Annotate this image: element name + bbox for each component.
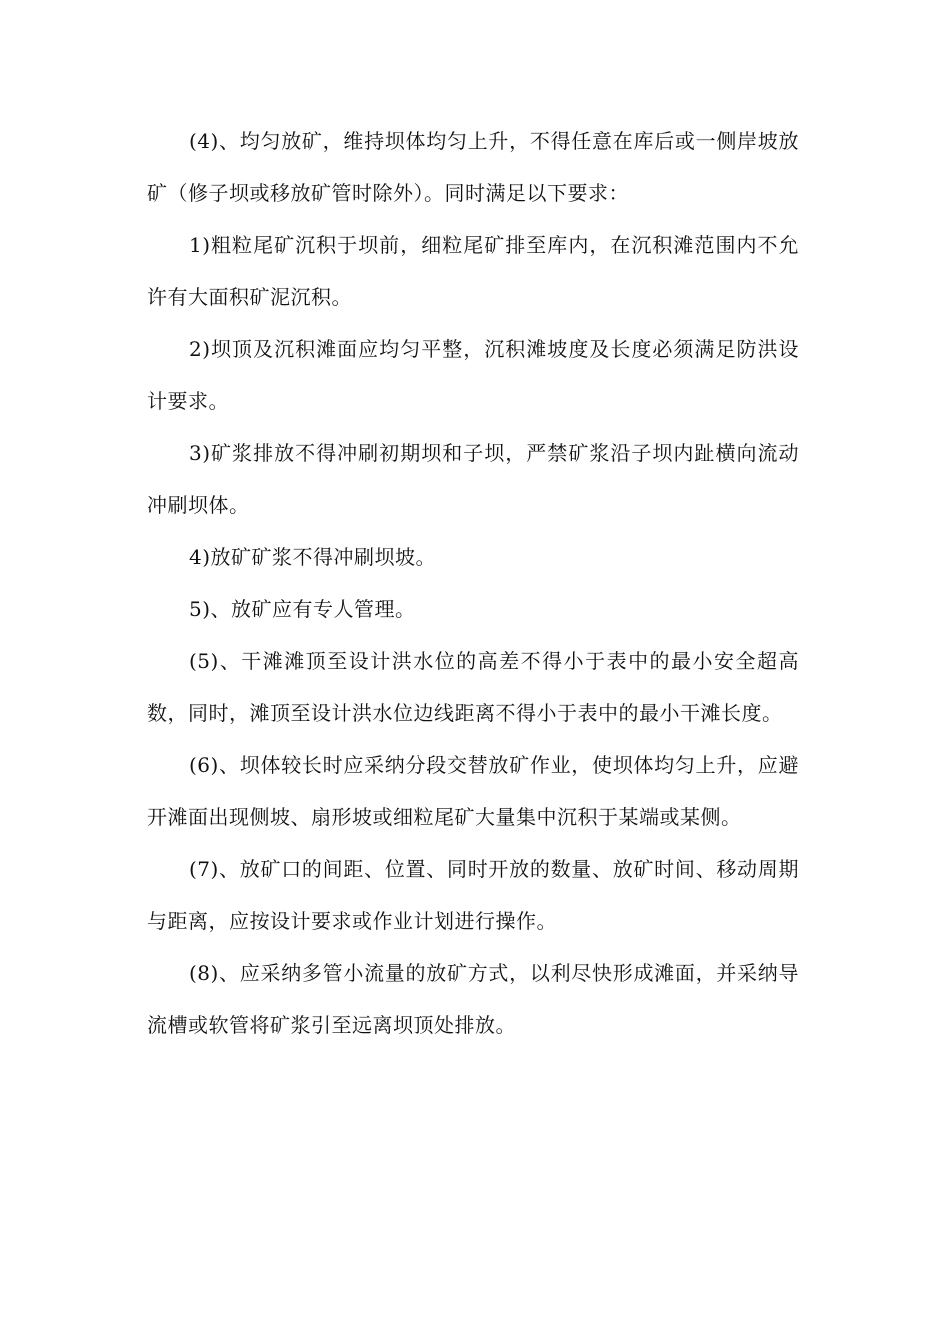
paragraph-5: (5)、干滩滩顶至设计洪水位的高差不得小于表中的最小安全超高数，同时，滩顶至设计洪水位边线距离不得小于表中的最小干滩长度。 — [147, 649, 799, 725]
paragraph-8: (8)、应采纳多管小流量的放矿方式，以利尽快形成滩面，并采纳导流槽或软管将矿浆引至远离坝顶处排放。 — [147, 961, 799, 1037]
paragraph-4-4: 4)放矿矿浆不得冲刷坝坡。 — [189, 545, 437, 569]
paragraph-7: (7)、放矿口的间距、位置、同时开放的数量、放矿时间、移动周期与距离，应按设计要求或作业计划进行操作。 — [147, 857, 799, 933]
document-body — [147, 115, 799, 1051]
paragraph-4-1: 1)粗粒尾矿沉积于坝前，细粒尾矿排至库内，在沉积滩范围内不允许有大面积矿泥沉积。 — [147, 233, 799, 309]
paragraph-4-3: 3)矿浆排放不得冲刷初期坝和子坝，严禁矿浆沿子坝内趾横向流动冲刷坝体。 — [147, 441, 799, 517]
paragraph-4-2: 2)坝顶及沉积滩面应均匀平整，沉积滩坡度及长度必须满足防洪设计要求。 — [147, 337, 799, 413]
paragraph-4: (4)、均匀放矿，维持坝体均匀上升，不得任意在库后或一侧岸坡放矿（修子坝或移放矿管时除外）。同时满足以下要求： — [147, 129, 799, 205]
paragraph-6: (6)、坝体较长时应采纳分段交替放矿作业，使坝体均匀上升，应避开滩面出现侧坡、扇形坡或细粒尾矿大量集中沉积于某端或某侧。 — [147, 753, 799, 829]
paragraph-4-5: 5)、放矿应有专人管理。 — [189, 597, 416, 621]
